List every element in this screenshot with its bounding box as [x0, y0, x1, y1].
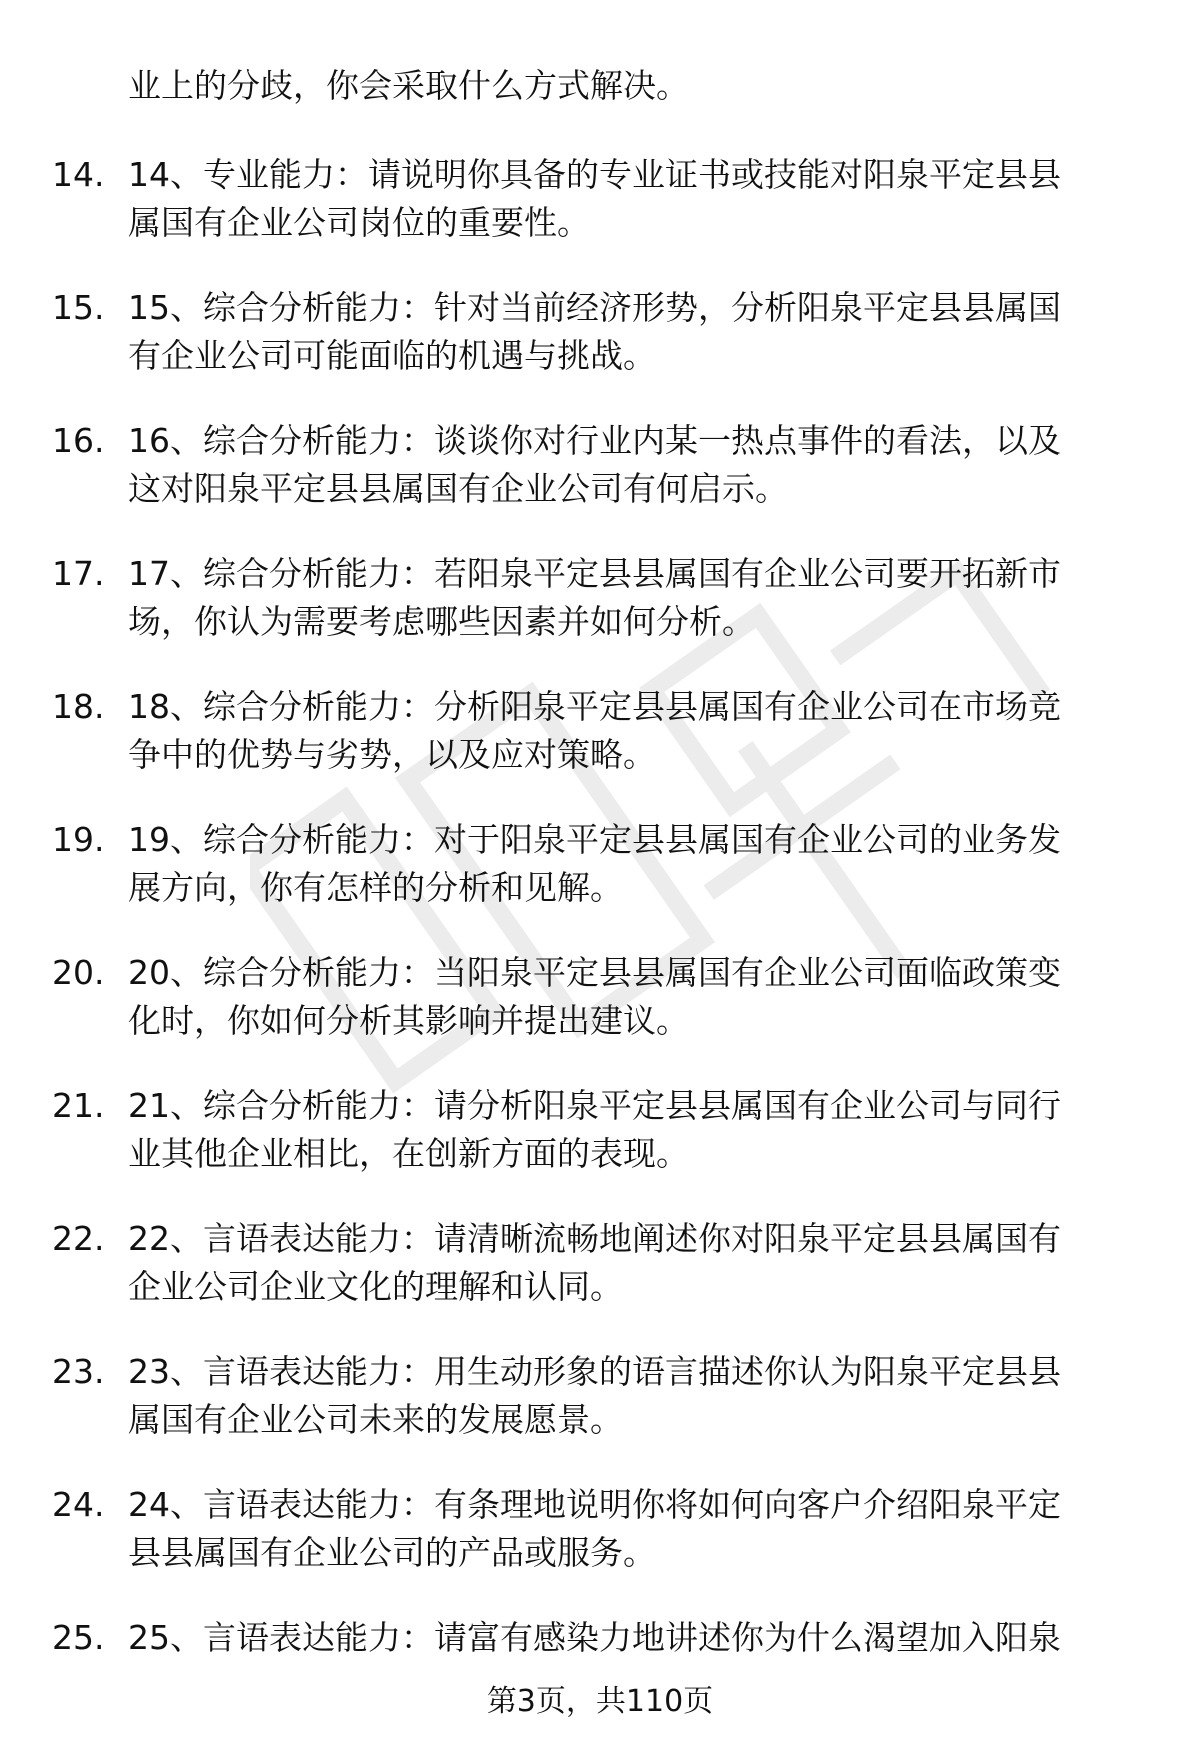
- question-number: 18.: [52, 687, 105, 726]
- question-number: 16.: [52, 421, 105, 460]
- question-text: 19、综合分析能力：对于阳泉平定县县属国有企业公司的业务发 展方向，你有怎样的分析和见解。: [128, 820, 1061, 907]
- question-number: 14.: [52, 155, 105, 194]
- question-text: 21、综合分析能力：请分析阳泉平定县县属国有企业公司与同行 业其他企业相比，在创新方面的表现。: [128, 1086, 1061, 1173]
- question-item: [0, 1463, 1200, 1596]
- question-number: 20.: [52, 953, 105, 992]
- question-item: [0, 798, 1200, 931]
- question-number: 22.: [52, 1219, 105, 1258]
- question-number: 15.: [52, 288, 105, 327]
- question-item: [0, 266, 1200, 399]
- question-item: [0, 1197, 1200, 1330]
- question-text: 22、言语表达能力：请清晰流畅地阐述你对阳泉平定县县属国有 企业公司企业文化的理解和认同。: [128, 1219, 1061, 1306]
- continuation-text: 业上的分歧，你会采取什么方式解决。: [128, 66, 689, 105]
- question-item: [0, 399, 1200, 532]
- question-text: 14、专业能力：请说明你具备的专业证书或技能对阳泉平定县县 属国有企业公司岗位的重要性。: [128, 155, 1061, 242]
- question-number: 25.: [52, 1618, 105, 1657]
- question-text: 18、综合分析能力：分析阳泉平定县县属国有企业公司在市场竞 争中的优势与劣势，以及应对策略。: [128, 687, 1061, 774]
- question-text: 15、综合分析能力：针对当前经济形势，分析阳泉平定县县属国 有企业公司可能面临的机遇与挑战。: [128, 288, 1061, 375]
- question-item: [0, 1064, 1200, 1197]
- question-text: 25、言语表达能力：请富有感染力地讲述你为什么渴望加入阳泉: [128, 1618, 1061, 1657]
- question-text: 23、言语表达能力：用生动形象的语言描述你认为阳泉平定县县 属国有企业公司未来的发展愿景。: [128, 1352, 1061, 1439]
- question-number: 17.: [52, 554, 105, 593]
- question-text: 20、综合分析能力：当阳泉平定县县属国有企业公司面临政策变 化时，你如何分析其影响并提出建议。: [128, 953, 1061, 1040]
- question-item: [0, 532, 1200, 665]
- question-number: 24.: [52, 1485, 105, 1524]
- question-list: [0, 133, 1200, 1729]
- question-item: [0, 133, 1200, 266]
- question-number: 23.: [52, 1352, 105, 1391]
- question-text: 17、综合分析能力：若阳泉平定县县属国有企业公司要开拓新市 场，你认为需要考虑哪些因素并如何分析。: [128, 554, 1061, 641]
- question-item: [0, 1330, 1200, 1463]
- page-indicator: 第3页，共110页: [486, 1684, 714, 1719]
- question-text: 16、综合分析能力：谈谈你对行业内某一热点事件的看法，以及 这对阳泉平定县县属国有企业公司有何启示。: [128, 421, 1061, 508]
- question-item: [0, 931, 1200, 1064]
- question-item: [0, 665, 1200, 798]
- question-text: 24、言语表达能力：有条理地说明你将如何向客户介绍阳泉平定 县县属国有企业公司的产品或服务。: [128, 1485, 1061, 1572]
- question-number: 19.: [52, 820, 105, 859]
- question-number: 21.: [52, 1086, 105, 1125]
